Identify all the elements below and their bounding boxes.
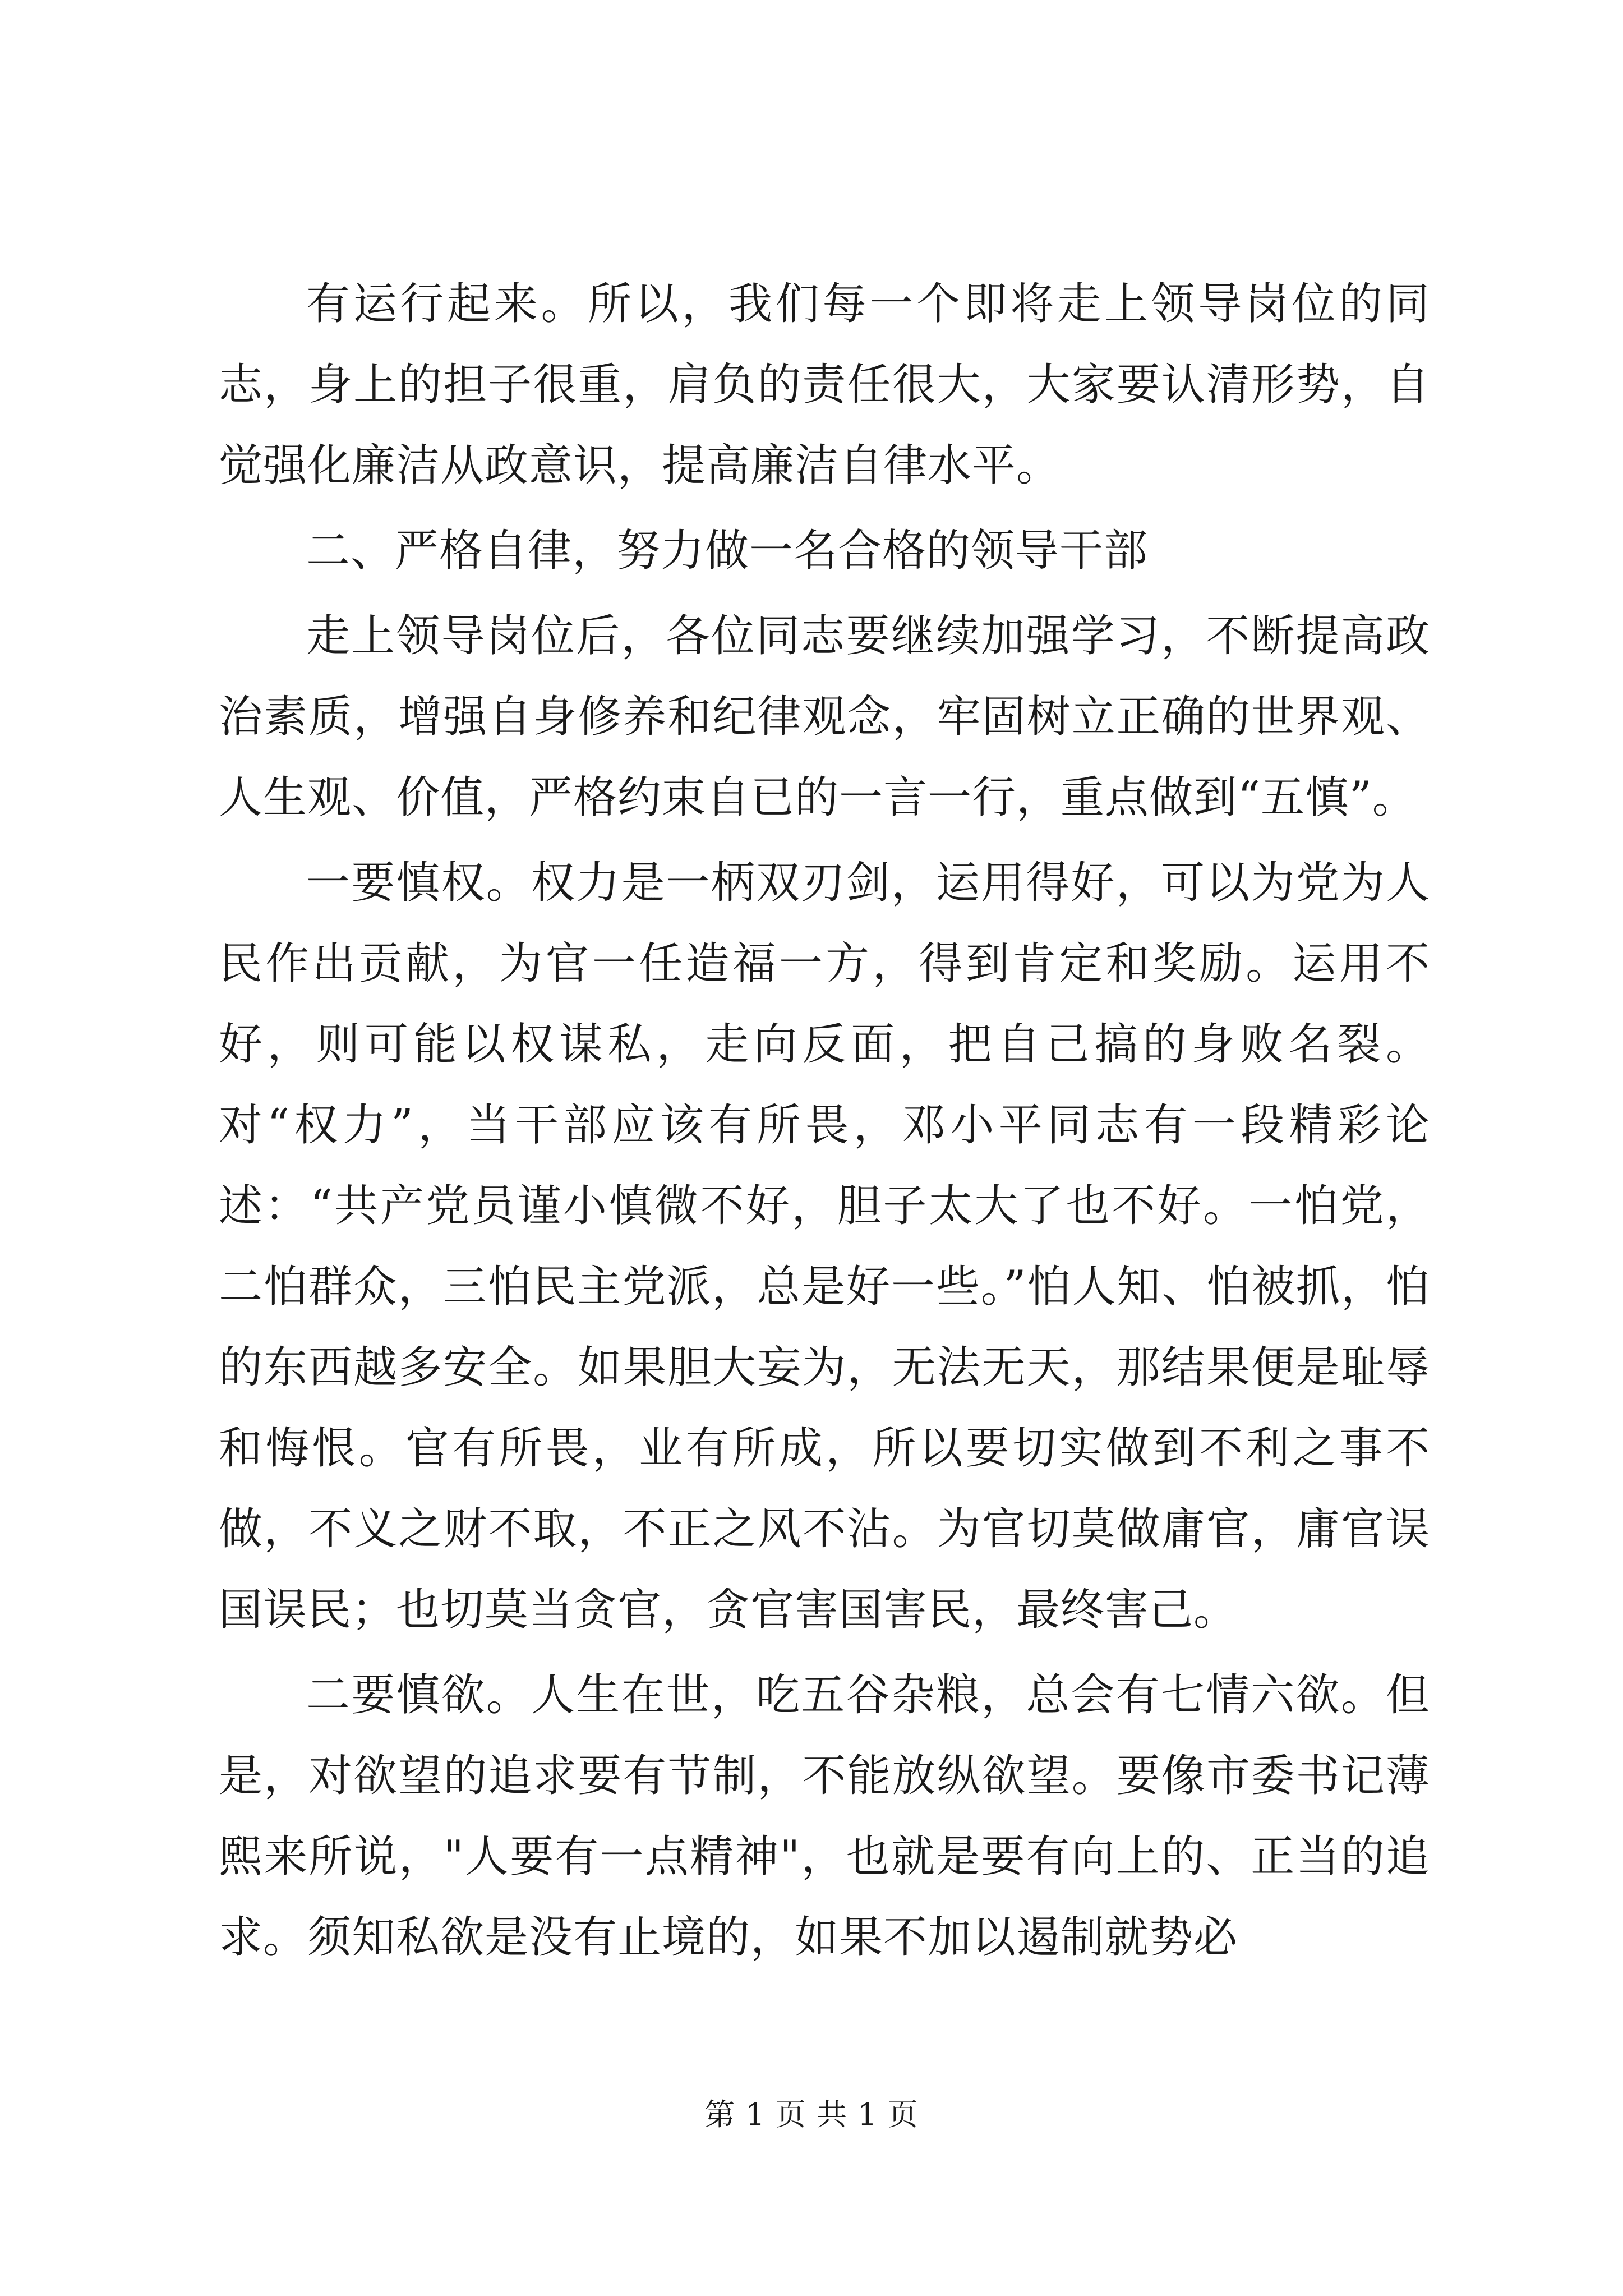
paragraph-intro: 走上领导岗位后，各位同志要继续加强学习，不断提高政治素质，增强自身修养和纪律观念，牢固树立正确的世界观、人生观、价值，严格约束自已的一言一行，重点做到“五慎”。 [219, 611, 1430, 823]
paragraph-power: 一要慎权。权力是一柄双刃剑，运用得好，可以为党为人民作出贡献，为官一任造福一方，得到肯定和奖励。运用不好，则可能以权谋私，走向反面，把自己搞的身败名裂。对“权力”，当干部应该有所畏，邓小平同志有一段精彩论述：“共产党员谨小慎微不好，胆子太大了也不好。一怕党，二怕群众，三怕民主党派，总是好一些。”怕人知、怕被抓，怕的东西越多安全。如果胆大妄为，无法无天，那结果便是耻辱和悔恨。官有所畏，业有所成，所以要切实做到不利之事不做，不义之财不取，不正之风不沾。为官切莫做庸官，庸官误国误民；也切莫当贪官，贪官害国害民，最终害己。 [219, 858, 1430, 1635]
page-footer: 第 1 页 共 1 页 [704, 2097, 919, 2132]
document-body [219, 264, 1430, 1982]
paragraph-continuation: 有运行起来。所以，我们每一个即将走上领导岗位的同志，身上的担子很重，肩负的责任很大，大家要认清形势，自觉强化廉洁从政意识，提高廉洁自律水平。 [219, 279, 1430, 491]
section-heading: 二、严格自律，努力做一名合格的领导干部 [306, 526, 1149, 576]
paragraph-desire: 二要慎欲。人生在世，吃五谷杂粮，总会有七情六欲。但是，对欲望的追求要有节制，不能放纵欲望。要像市委书记薄熙来所说，"人要有一点精神"，也就是要有向上的、正当的追求。须知私欲是没有止境的，如果不加以遏制就势必 [219, 1670, 1430, 1963]
